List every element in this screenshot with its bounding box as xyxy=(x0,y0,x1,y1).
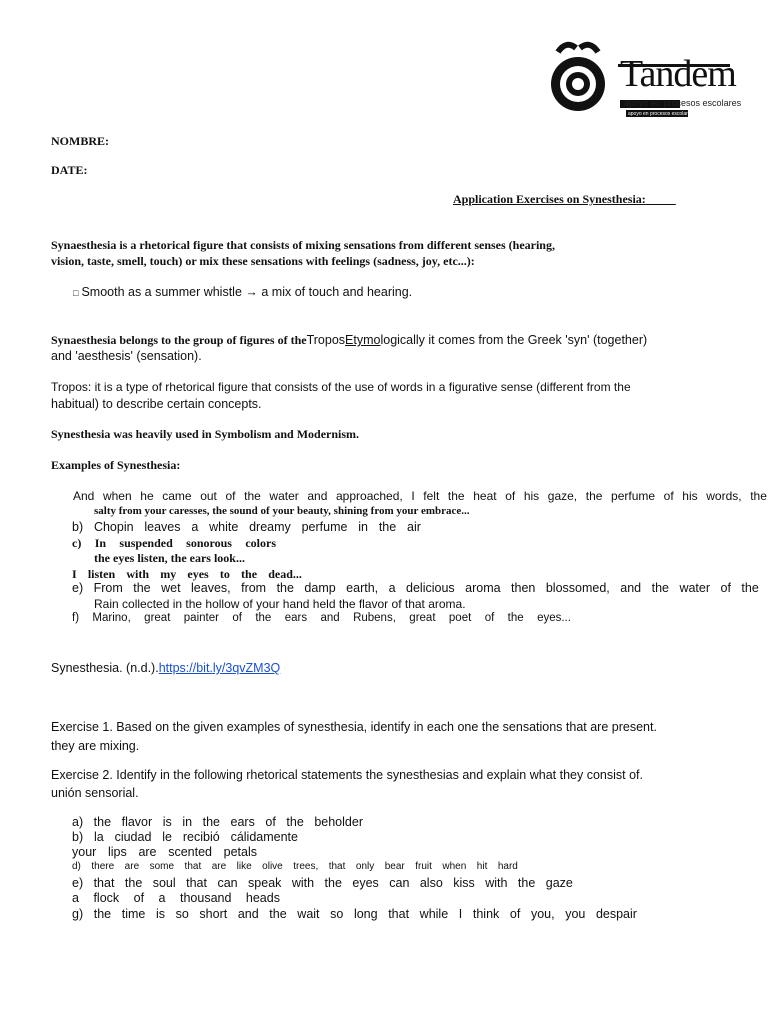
word: delicious xyxy=(406,581,455,595)
word: of xyxy=(505,489,516,503)
word: felt xyxy=(423,489,440,503)
word: a xyxy=(191,520,199,534)
word: of xyxy=(484,612,495,624)
word: is xyxy=(162,815,172,829)
word: e) xyxy=(72,581,84,595)
example-a xyxy=(73,489,767,503)
word: the xyxy=(585,489,603,503)
word: Marino, xyxy=(92,612,131,624)
word: I xyxy=(72,567,77,581)
word: kiss xyxy=(453,876,475,890)
word: hard xyxy=(497,861,518,872)
word: And xyxy=(73,489,95,503)
word: in xyxy=(358,520,368,534)
word: also xyxy=(419,876,443,890)
word: that xyxy=(184,861,202,872)
word: recibió xyxy=(182,830,220,844)
word: ciudad xyxy=(114,830,152,844)
page-title-text: Application Exercises on Synesthesia: xyxy=(453,192,646,206)
word: out xyxy=(200,489,217,503)
word: perfume xyxy=(301,520,348,534)
example-b xyxy=(72,520,421,534)
word: with xyxy=(126,567,150,581)
examples-heading: Examples of Synesthesia: xyxy=(51,458,181,472)
word: In xyxy=(94,536,107,550)
word: the xyxy=(507,612,524,624)
word: the xyxy=(241,567,258,581)
word: I xyxy=(411,489,415,503)
word: ears xyxy=(230,815,255,829)
word: the xyxy=(276,581,294,595)
word: b) xyxy=(72,830,84,844)
word: the xyxy=(244,489,261,503)
word: of xyxy=(133,891,145,905)
word: a xyxy=(388,581,396,595)
page-title-underline xyxy=(646,192,676,206)
word: poet xyxy=(448,612,472,624)
word: dead... xyxy=(268,567,302,581)
word: the xyxy=(378,520,397,534)
word: air xyxy=(407,520,421,534)
word: the xyxy=(133,581,151,595)
tropos-def-line-1: Tropos: it is a type of rhetorical figure that consists of the use of words in a figurative sense (different from the xyxy=(51,380,631,394)
word: of xyxy=(509,907,521,921)
group-bold: Synaesthesia belongs to the group of figures of the xyxy=(51,333,307,347)
word: when xyxy=(102,489,132,503)
word: colors xyxy=(245,536,276,550)
word: his xyxy=(523,489,540,503)
word: great xyxy=(409,612,436,624)
definition-line-1: Synaesthesia is a rhetorical figure that consists of mixing sensations from different senses (hearing, xyxy=(51,238,555,252)
word: that xyxy=(93,876,115,890)
word: e) xyxy=(72,876,84,890)
word: you, xyxy=(530,907,555,921)
word: speak xyxy=(248,876,282,890)
word: approached, xyxy=(336,489,403,503)
word: his xyxy=(682,489,698,503)
word: damp xyxy=(304,581,336,595)
word: and xyxy=(320,612,340,624)
word: aroma xyxy=(465,581,501,595)
word: le xyxy=(162,830,173,844)
word: wet xyxy=(161,581,181,595)
word: of xyxy=(232,612,242,624)
word: and xyxy=(307,489,328,503)
word: the xyxy=(124,876,143,890)
word: the xyxy=(93,907,112,921)
word: hit xyxy=(476,861,488,872)
word: the xyxy=(651,581,669,595)
word: that xyxy=(388,907,410,921)
word: bear xyxy=(384,861,405,872)
definition-line-2: vision, taste, smell, touch) or mix these sensations with feelings (sadness, joy, etc...): xyxy=(51,254,475,268)
word: there xyxy=(91,861,115,872)
word: lips xyxy=(108,845,127,859)
word: to xyxy=(219,567,230,581)
tropos-def-line-2: habitual) to describe certain concepts. xyxy=(51,397,262,411)
group-paragraph-line-2: and 'aesthesis' (sensation). xyxy=(51,349,202,363)
word: b) xyxy=(72,520,84,534)
word: earth, xyxy=(346,581,379,595)
word: great xyxy=(144,612,171,624)
word: you xyxy=(565,907,586,921)
word: From xyxy=(93,581,123,595)
word: ears xyxy=(284,612,308,624)
word: eyes xyxy=(187,567,209,581)
word: gaze, xyxy=(547,489,578,503)
tandem-logo xyxy=(548,40,742,122)
word: suspended xyxy=(119,536,173,550)
example-f xyxy=(72,612,571,624)
word: that xyxy=(186,876,207,890)
group-rest: logically it comes from the Greek 'syn' (together) xyxy=(380,333,648,347)
word: a xyxy=(158,891,166,905)
word: flavor xyxy=(121,815,153,829)
exercise-2-line-2: unión sensorial. xyxy=(51,786,139,800)
word: time xyxy=(121,907,146,921)
word: he xyxy=(140,489,154,503)
exercise-1-line-1: Exercise 1. Based on the given examples of synesthesia, identify in each one the sensations that are present. xyxy=(51,720,657,734)
word: leaves, xyxy=(191,581,231,595)
word: Chopin xyxy=(93,520,134,534)
group-paragraph-line-1 xyxy=(51,333,647,348)
word: the xyxy=(286,815,304,829)
word: my xyxy=(160,567,177,581)
word: gaze xyxy=(545,876,573,890)
word: blossomed, xyxy=(545,581,610,595)
statement-g xyxy=(72,907,637,921)
example-e-cont: Rain collected in the hollow of your hand held the flavor of that aroma. xyxy=(94,597,466,611)
logo-brand: Tandem xyxy=(620,53,736,95)
word: are xyxy=(211,861,227,872)
word: the xyxy=(741,581,759,595)
word: I xyxy=(458,907,463,921)
word: can xyxy=(217,876,238,890)
word: fruit xyxy=(415,861,432,872)
word: dreamy xyxy=(249,520,291,534)
word: soul xyxy=(152,876,176,890)
word: the xyxy=(750,489,767,503)
word: leaves xyxy=(144,520,181,534)
word: and xyxy=(620,581,642,595)
word: Rubens, xyxy=(353,612,396,624)
word: are xyxy=(138,845,157,859)
word: of xyxy=(225,489,236,503)
logo-subline: apoyo en procesos escolares xyxy=(628,111,694,117)
word: the xyxy=(324,876,342,890)
bullet-glyph: □ xyxy=(73,288,79,298)
word: beholder xyxy=(314,815,363,829)
word: trees, xyxy=(293,861,319,872)
exercise-1-line-2: they are mixing. xyxy=(51,739,140,753)
word: water xyxy=(269,489,299,503)
word: came xyxy=(162,489,192,503)
word: despair xyxy=(595,907,637,921)
word: thousand xyxy=(179,891,232,905)
word: a xyxy=(72,891,79,905)
word: a) xyxy=(72,815,84,829)
group-etymo: Etymo xyxy=(345,333,381,347)
word: eyes... xyxy=(537,612,571,624)
example-d xyxy=(72,567,302,582)
word: only xyxy=(355,861,375,872)
exercise-2-line-1: Exercise 2. Identify in the following rhetorical statements the synesthesias and explain what they consist of. xyxy=(51,768,643,782)
word: olive xyxy=(262,861,283,872)
word: the xyxy=(255,612,272,624)
word: water xyxy=(679,581,711,595)
word: of xyxy=(720,581,731,595)
word: la xyxy=(93,830,104,844)
logo-tagline: apoyo en procesos escolares xyxy=(624,98,742,108)
word: while xyxy=(419,907,449,921)
word: flock xyxy=(93,891,120,905)
word: are xyxy=(124,861,140,872)
example-e xyxy=(72,581,759,595)
citation-link[interactable]: https://bit.ly/3qvZM3Q xyxy=(158,661,281,675)
word: so xyxy=(175,907,189,921)
word: from xyxy=(241,581,267,595)
word: words, xyxy=(706,489,742,503)
date-label: DATE: xyxy=(51,163,88,177)
word: f) xyxy=(72,612,80,624)
page-title xyxy=(453,192,676,207)
word: some xyxy=(149,861,175,872)
word: long xyxy=(353,907,378,921)
word: with xyxy=(291,876,315,890)
word: that xyxy=(328,861,346,872)
statement-f xyxy=(72,891,280,905)
word: with xyxy=(485,876,508,890)
citation-text: Synesthesia. (n.d.). xyxy=(51,661,159,675)
word: listen xyxy=(87,567,116,581)
word: and xyxy=(237,907,259,921)
word: when xyxy=(442,861,467,872)
word: of xyxy=(265,815,276,829)
word: like xyxy=(236,861,252,872)
word: of xyxy=(663,489,674,503)
group-tropos: Tropos xyxy=(306,333,346,347)
word: white xyxy=(209,520,239,534)
word: in xyxy=(182,815,193,829)
word: scented xyxy=(168,845,212,859)
symbolism-note: Synesthesia was heavily used in Symbolism and Modernism. xyxy=(51,427,360,441)
word: g) xyxy=(72,907,84,921)
word: sonorous xyxy=(186,536,232,550)
citation xyxy=(51,661,280,675)
statement-c xyxy=(72,845,257,859)
word: heads xyxy=(245,891,280,905)
word: wait xyxy=(297,907,320,921)
word: c) xyxy=(72,536,82,550)
statement-d xyxy=(72,861,518,872)
word: the xyxy=(517,876,536,890)
word: then xyxy=(511,581,536,595)
word: cálidamente xyxy=(230,830,298,844)
word: petals xyxy=(223,845,257,859)
example-a-cont: salty from your caresses, the sound of your beauty, shining from your embrace... xyxy=(94,505,470,517)
name-label: NOMBRE: xyxy=(51,134,109,148)
statement-e xyxy=(72,876,573,890)
word: heat xyxy=(473,489,497,503)
word: the xyxy=(269,907,287,921)
word: can xyxy=(389,876,410,890)
example-c-cont: the eyes listen, the ears look... xyxy=(94,551,245,565)
intro-bullet xyxy=(73,285,412,299)
word: the xyxy=(447,489,465,503)
bullet-text: Smooth as a summer whistle → a mix of touch and hearing. xyxy=(81,285,413,299)
word: so xyxy=(330,907,344,921)
word: your xyxy=(72,845,97,859)
word: d) xyxy=(72,861,81,872)
word: perfume xyxy=(611,489,656,503)
statement-b xyxy=(72,830,298,844)
example-c xyxy=(72,536,276,551)
word: think xyxy=(472,907,500,921)
word: the xyxy=(93,815,112,829)
statement-a xyxy=(72,815,363,829)
word: is xyxy=(155,907,165,921)
word: short xyxy=(199,907,228,921)
word: eyes xyxy=(352,876,379,890)
word: painter xyxy=(183,612,219,624)
word: the xyxy=(202,815,220,829)
